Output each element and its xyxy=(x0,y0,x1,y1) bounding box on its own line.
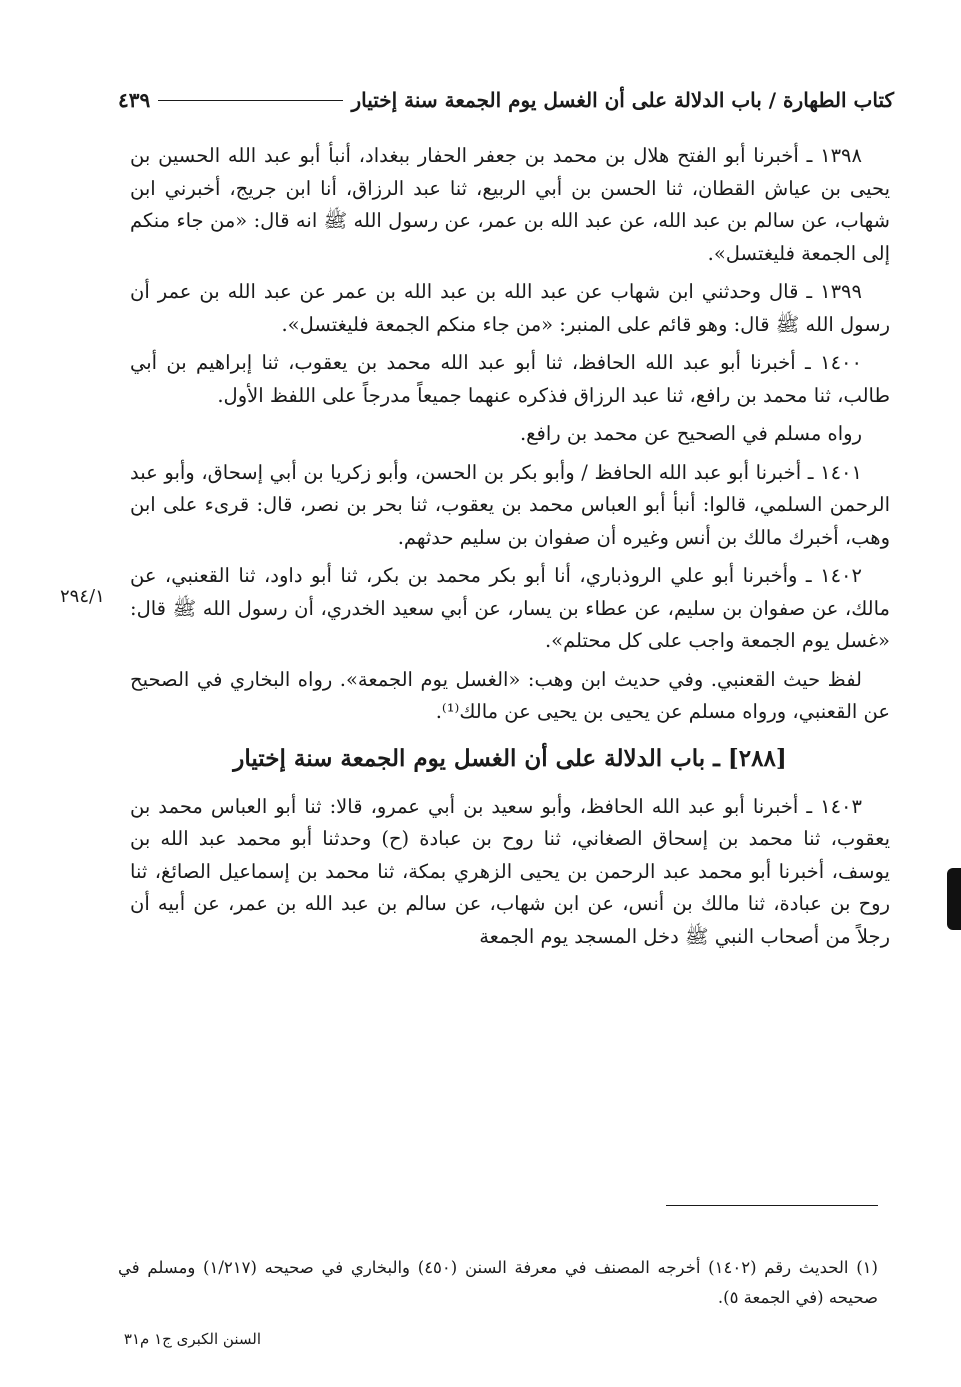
footnote-rule xyxy=(666,1205,878,1206)
margin-reference: ٢٩٤/١ xyxy=(60,586,105,607)
hadith-1399: ١٣٩٩ ـ قال وحدثني ابن شهاب عن عبد الله بن عبد الله بن عمر عن عبد الله بن عمر أن رسول الله ﷺ قال: وهو قائم على المنبر: «من جاء منكم الجمعة فليغتسل». xyxy=(130,280,890,336)
hadith-1401: ١٤٠١ ـ أخبرنا أبو عبد الله الحافظ / وأبو بكر بن الحسن، وأبو زكريا بن أبي إسحاق، وأبو عبد الرحمن السلمي، قالوا: أنبأ أبو العباس محمد بن يعقوب، ثنا بحر بن نصر، قال: قرىء على ابن وهب، أخبرك مالك بن أنس وغيره أن صفوان بن سليم حدثهم. xyxy=(130,460,890,549)
narration-note: رواه مسلم في الصحيح عن محمد بن رافع. xyxy=(519,422,862,445)
main-text xyxy=(130,140,890,953)
volume-signature: السنن الكبرى ج١ م٣١ xyxy=(123,1330,261,1348)
hadith-1403: ١٤٠٣ ـ أخبرنا أبو عبد الله الحافظ، وأبو سعيد بن أبي عمرو، قالا: ثنا أبو العباس محمد بن يعقوب، ثنا محمد بن إسحاق الصغاني، ثنا روح بن عبادة (ح) وحدثنا أبو محمد عبد الله بن يوسف، أخبرنا أبو محمد عبد الرحمن بن يحيى الزهري بمكة، ثنا محمد بن إسماعيل الصائغ، ثنا روح بن عبادة، ثنا مالك بن أنس، عن ابن شهاب، عن سالم بن عبد الله بن عمر، عن أبيه أن رجلاً من أصحاب النبي ﷺ دخل المسجد يوم الجمعة xyxy=(130,794,890,948)
page-edge-tab xyxy=(947,868,961,930)
hadith-1400: ١٤٠٠ ـ أخبرنا أبو عبد الله الحافظ، ثنا أبو عبد الله محمد بن يعقوب، ثنا إبراهيم بن أبي طالب، ثنا محمد بن رافع، ثنا عبد الرزاق فذكره عنهما جميعاً مدرجاً على اللفظ الأول. xyxy=(130,351,890,407)
header-rule xyxy=(158,100,343,101)
hadith-1398: ١٣٩٨ ـ أخبرنا أبو الفتح هلال بن محمد بن جعفر الحفار ببغداد، أنبأ أبو عبد الله الحسين بن يحيى بن عياش القطان، ثنا الحسن بن أبي الربيع، ثنا عبد الرزاق، أنا ابن جريج، أخبرني ابن شهاب، عن سالم بن عبد الله، عن عبد الله بن عمر، عن رسول الله ﷺ انه قال: «من جاء منكم إلى الجمعة فليغتسل». xyxy=(130,144,890,265)
page-number: ٤٣٩ xyxy=(118,88,151,112)
header-title: كتاب الطهارة / باب الدلالة على أن الغسل يوم الجمعة سنة إختيار xyxy=(351,88,894,112)
footnote: (١) الحديث رقم (١٤٠٢) أخرجه المصنف في معرفة السنن (٤٥٠) والبخاري في صحيحه (١/٢١٧) ومسلم في صحيحه (في الجمعة ٥). xyxy=(118,1257,878,1307)
running-header xyxy=(118,78,894,122)
commentary: لفظ حيث القعنبي. وفي حديث ابن وهب: «الغسل يوم الجمعة». رواه البخاري في الصحيح عن القعنبي، ورواه مسلم عن يحيى بن يحيى عن مالك⁽¹⁾. xyxy=(130,667,890,723)
hadith-1402: ١٤٠٢ ـ وأخبرنا أبو علي الروذباري، أنا أبو بكر محمد بن بكر، ثنا أبو داود، ثنا القعنبي، عن مالك، عن صفوان بن سليم، عن عطاء بن يسار، عن أبي سعيد الخدري، أن رسول الله ﷺ قال: «غسل يوم الجمعة واجب على كل محتلم». xyxy=(130,564,890,652)
chapter-title: [٢٨٨] ـ باب الدلالة على أن الغسل يوم الجمعة سنة إختيار xyxy=(233,744,787,772)
